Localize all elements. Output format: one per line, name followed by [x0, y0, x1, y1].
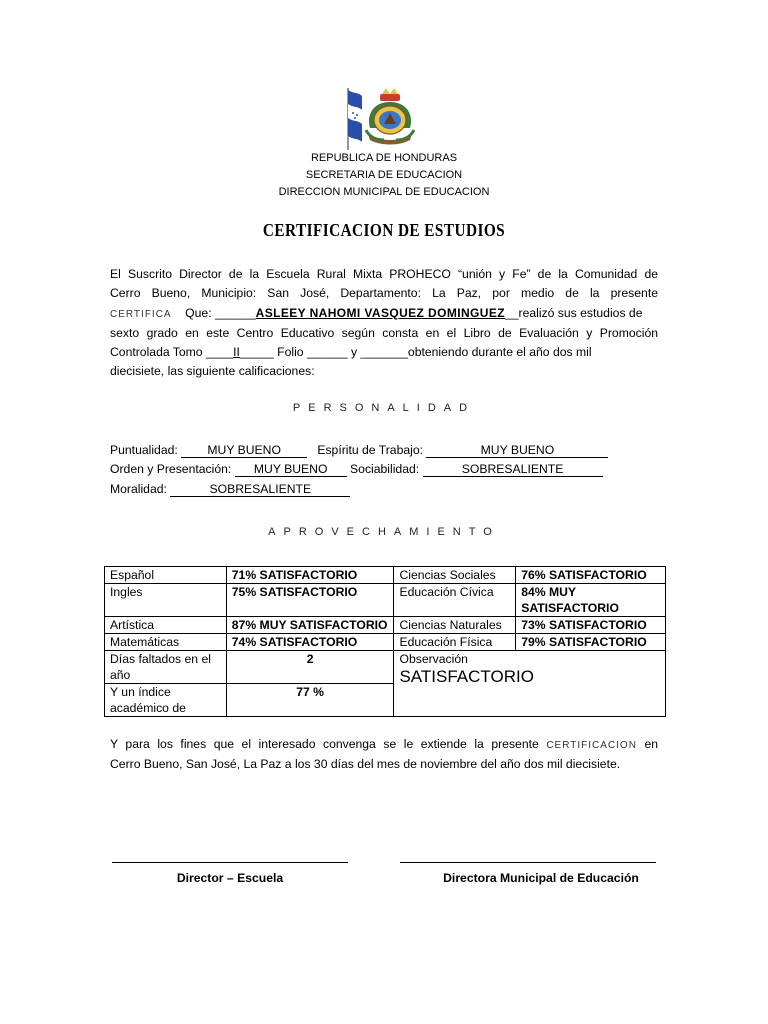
signature-line-directora	[400, 862, 656, 863]
intro-line-5	[110, 343, 658, 362]
signature-label-director: Director – Escuela	[176, 871, 284, 885]
moralidad-value: SOBRESALIENTE	[170, 482, 350, 497]
observacion-cell	[394, 651, 666, 717]
indice-label: Y un índice académico de	[105, 684, 227, 717]
subject-cell: Educación Física	[394, 634, 516, 651]
row-puntualidad	[110, 441, 608, 460]
closing-line-2: Cerro Bueno, San José, La Paz a los 30 días del mes de noviembre del año dos mil diecisiete.	[110, 757, 621, 772]
table-row	[105, 634, 666, 651]
header-secretaria: SECRETARIA DE EDUCACION	[305, 169, 463, 181]
grade-cell: 87% MUY SATISFACTORIO	[226, 617, 394, 634]
puntualidad-label: Puntualidad:	[110, 443, 178, 457]
signature-line-director	[112, 862, 348, 863]
header-republica: REPUBLICA DE HONDURAS	[310, 152, 458, 164]
signature-label-directora: Directora Municipal de Educación	[443, 871, 639, 885]
table-row	[105, 567, 666, 584]
espiritu-label: Espíritu de Trabajo:	[317, 443, 424, 457]
row-orden	[110, 460, 608, 479]
moralidad-label: Moralidad:	[110, 481, 167, 496]
grade-cell: 71% SATISFACTORIO	[226, 567, 394, 584]
certifica-word: CERTIFICA	[110, 308, 172, 320]
student-name: ASLEEY NAHOMI VASQUEZ DOMINGUEZ	[255, 305, 505, 320]
grade-cell: 73% SATISFACTORIO	[516, 617, 666, 634]
personalidad-heading: PERSONALIDAD	[292, 402, 476, 414]
tomo-prefix: Controlada Tomo ____	[110, 345, 234, 360]
table-row	[105, 584, 666, 617]
closing-line-1a: Y para los fines que el interesado convenga se le extiende la presente	[110, 737, 539, 751]
intro-line-2: Cerro Bueno, Municipio: San José, Departamento: La Paz, por medio de la presente	[110, 286, 658, 301]
header-direccion: DIRECCION MUNICIPAL DE EDUCACION	[278, 186, 490, 198]
row-moralidad	[110, 480, 608, 499]
intro-paragraph	[110, 265, 658, 382]
subject-cell: Ciencias Naturales	[394, 617, 516, 634]
aprovechamiento-heading: APROVECHAMIENTO	[268, 526, 500, 538]
orden-value: MUY BUENO	[235, 462, 347, 477]
personalidad-fields	[110, 441, 608, 499]
intro-line-1: El Suscrito Director de la Escuela Rural Mixta PROHECO “unión y Fe” de la Comunidad de	[110, 267, 658, 281]
dias-label: Días faltados en el año	[105, 651, 227, 684]
subject-cell: Ingles	[105, 584, 227, 617]
closing-line-1b: en	[644, 737, 659, 751]
subject-cell: Ciencias Sociales	[394, 567, 516, 584]
puntualidad-value: MUY BUENO	[181, 443, 307, 458]
grade-cell: 84% MUY SATISFACTORIO	[516, 584, 666, 617]
indice-value: 77 %	[226, 684, 394, 717]
subject-cell: Español	[105, 567, 227, 584]
subject-cell: Matemáticas	[105, 634, 227, 651]
grades-table	[104, 566, 666, 717]
closing-line-1	[110, 735, 658, 755]
tomo-suffix: _____ Folio ______ y _______obteniendo durante el año dos mil	[239, 345, 592, 360]
closing-paragraph	[110, 735, 658, 775]
espiritu-value: MUY BUENO	[426, 443, 608, 458]
grade-cell: 79% SATISFACTORIO	[516, 634, 666, 651]
subject-cell: Artística	[105, 617, 227, 634]
dias-value: 2	[226, 651, 394, 684]
intro-line-4: sexto grado en este Centro Educativo según consta en el Libro de Evaluación y Promoción	[110, 325, 658, 340]
sociabilidad-value: SOBRESALIENTE	[423, 462, 603, 477]
que-suffix: __realizó sus estudios de	[504, 305, 643, 320]
que-prefix: Que: ______	[185, 305, 256, 320]
sociabilidad-label: Sociabilidad:	[350, 462, 420, 477]
grade-cell: 74% SATISFACTORIO	[226, 634, 394, 651]
table-row	[105, 651, 666, 684]
orden-label: Orden y Presentación:	[110, 462, 232, 477]
grade-cell: 76% SATISFACTORIO	[516, 567, 666, 584]
subject-cell: Educación Cívica	[394, 584, 516, 617]
honduras-coat-of-arms-icon	[340, 84, 424, 152]
tomo-value: II	[233, 345, 240, 360]
table-row	[105, 617, 666, 634]
observacion-label: Observación	[399, 652, 468, 666]
certificacion-word: CERTIFICACION	[546, 740, 637, 751]
intro-line-6: diecisiete, las siguiente calificaciones:	[110, 364, 315, 379]
grade-cell: 75% SATISFACTORIO	[226, 584, 394, 617]
document-title: CERTIFICACION DE ESTUDIOS	[262, 220, 506, 240]
intro-line-3	[110, 304, 658, 324]
observacion-value: SATISFACTORIO	[399, 667, 534, 686]
